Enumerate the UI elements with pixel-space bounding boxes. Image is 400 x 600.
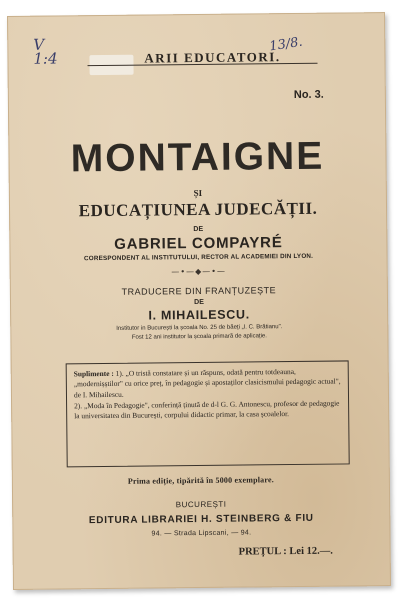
supplement-item-1 (74, 367, 341, 401)
supplement-box (66, 360, 350, 467)
volume-number: No. 3. (293, 88, 324, 101)
by-label-translator: DE (194, 298, 204, 307)
translator-role-line1: Institutor in București la școala No. 25 de băeți „I. C. Brătianu". (116, 324, 283, 332)
translator-role-line2: Fost 12 ani institutor la școala primară de aplicație. (131, 333, 267, 341)
edition-note: Prima ediție, tipărită în 5000 exemplare. (127, 475, 274, 486)
handwritten-note-left: V 1:4 (33, 35, 58, 68)
supplement-item-1-text: 1). „O tristă constatare și un răspuns, odată pentru totdeauna, „modernișștilor" cu orice preț, în pedagogie și apostaților clasicismului pedagogic actual", de I. Mihailescu. (73, 366, 341, 399)
author-role: CORESPONDENT AL INSTITUTULUI, RECTOR AL ACADEMIEI DIN LYON. (83, 252, 314, 263)
by-label: DE (193, 225, 204, 234)
author-name: GABRIEL COMPAYRÉ (114, 234, 283, 253)
supplement-item-2: 2). „Moda în Pedagogie", conferință ținută de d-l G. G. Antonescu, profesor de pedagogie la universitatea din București, corpului didactic primar, la casa școalelor. (74, 398, 340, 421)
publisher-name: EDITURA LIBRARIEI H. STEINBERG & FIU (88, 512, 314, 527)
book-cover (7, 12, 391, 590)
title-conjunction: ȘI (193, 187, 203, 199)
publication-city: BUCUREȘTI (175, 499, 227, 510)
translator-name: I. MIHAILESCU. (148, 307, 250, 323)
price-label: PREȚUL : Lei 12.—. (238, 545, 333, 558)
publisher-address: 94. — Strada Lipscani, — 94. (151, 529, 252, 538)
handwritten-note-right: 13/8. (268, 34, 304, 55)
ornament-divider: —•—◆—•— (171, 266, 227, 277)
book-subtitle: EDUCAȚIUNEA JUDECĂȚII. (78, 198, 318, 221)
supplement-label: Suplimente : (73, 368, 114, 379)
series-title: ARII EDUCATORI. (144, 49, 281, 66)
book-title: MONTAIGNE (70, 134, 325, 181)
translation-note: TRADUCERE DIN FRANȚUZEȘTE (121, 285, 277, 297)
